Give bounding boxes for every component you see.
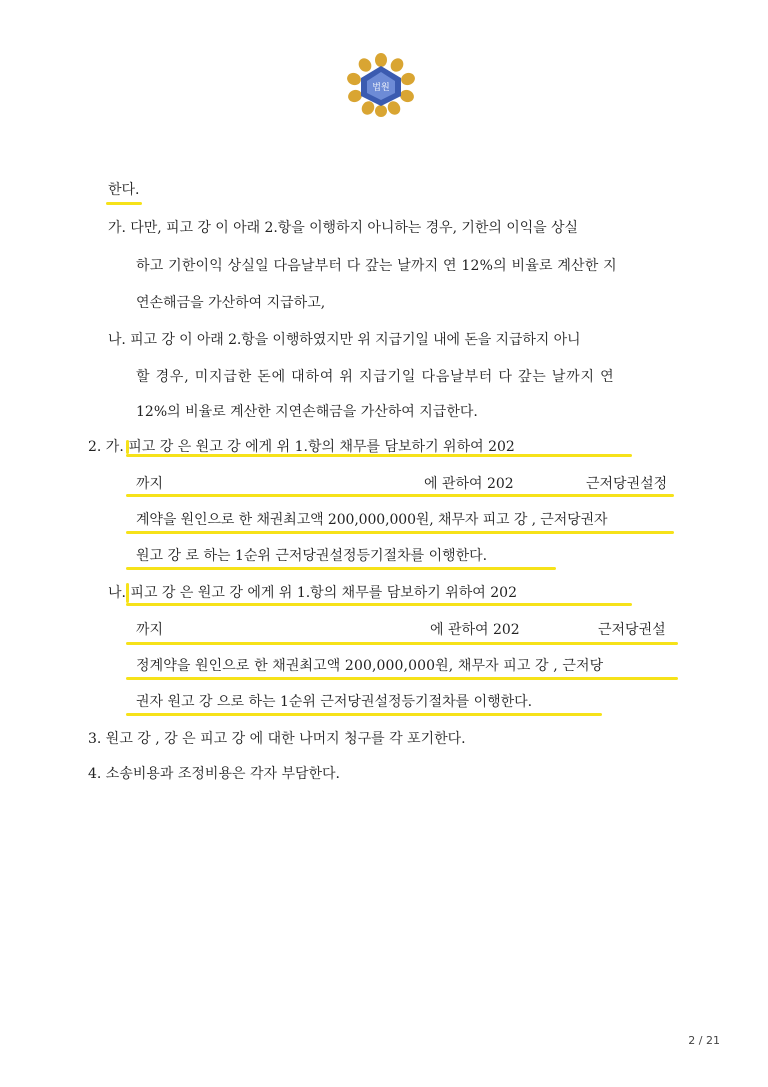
highlight-mark [126, 494, 674, 497]
text-line: 4. 소송비용과 조정비용은 각자 부담한다. [88, 766, 340, 782]
text-line: 정계약을 원인으로 한 채권최고액 200,000,000원, 채무자 피고 강 , 근저당 [136, 658, 604, 674]
text-line: 나. 피고 강 은 원고 강 에게 위 1.항의 채무를 담보하기 위하여 202 [108, 585, 517, 601]
highlight-mark [126, 713, 602, 716]
text-line: 3. 원고 강 , 강 은 피고 강 에 대한 나머지 청구를 각 포기한다. [88, 731, 466, 747]
text-line: 까지 [136, 476, 164, 492]
svg-text:법원: 법원 [372, 83, 390, 93]
text-line: 에 관하여 202 [430, 622, 520, 638]
text-line: 권자 원고 강 으로 하는 1순위 근저당권설정등기절차를 이행한다. [136, 694, 533, 710]
text-line: 하고 기한이익 상실일 다음날부터 다 갚는 날까지 연 12%의 비율로 계산한 지 [136, 258, 617, 274]
text-line: 근저당권설정 [586, 476, 668, 492]
court-emblem-logo [343, 52, 419, 118]
text-line: 근저당권설 [598, 622, 666, 638]
text-line: 12%의 비율로 계산한 지연손해금을 가산하여 지급한다. [136, 404, 478, 420]
text-line: 나. 피고 강 이 아래 2.항을 이행하였지만 위 지급기일 내에 돈을 지급하지 아니 [108, 332, 581, 348]
text-line: 가. 다만, 피고 강 이 아래 2.항을 이행하지 아니하는 경우, 기한의 이익을 상실 [108, 220, 579, 236]
text-line: 에 관하여 202 [424, 476, 514, 492]
page-number: 2 / 21 [688, 1034, 720, 1047]
text-line: 까지 [136, 622, 164, 638]
text-line: 연손해금을 가산하여 지급하고, [136, 295, 326, 311]
text-line: 원고 강 로 하는 1순위 근저당권설정등기절차를 이행한다. [136, 548, 488, 564]
text-line: 할 경우, 미지급한 돈에 대하여 위 지급기일 다음날부터 다 갚는 날까지 연 [136, 369, 615, 385]
highlight-mark [126, 531, 674, 534]
highlight-mark [126, 603, 632, 606]
highlight-mark [126, 642, 678, 645]
highlight-mark [106, 202, 142, 205]
text-line: 계약을 원인으로 한 채권최고액 200,000,000원, 채무자 피고 강 , 근저당권자 [136, 512, 608, 528]
text-line: 한다. [108, 182, 140, 198]
text-line: 2. 가. 피고 강 은 원고 강 에게 위 1.항의 채무를 담보하기 위하여 202 [88, 439, 515, 455]
highlight-mark [126, 567, 556, 570]
highlight-mark [126, 677, 678, 680]
